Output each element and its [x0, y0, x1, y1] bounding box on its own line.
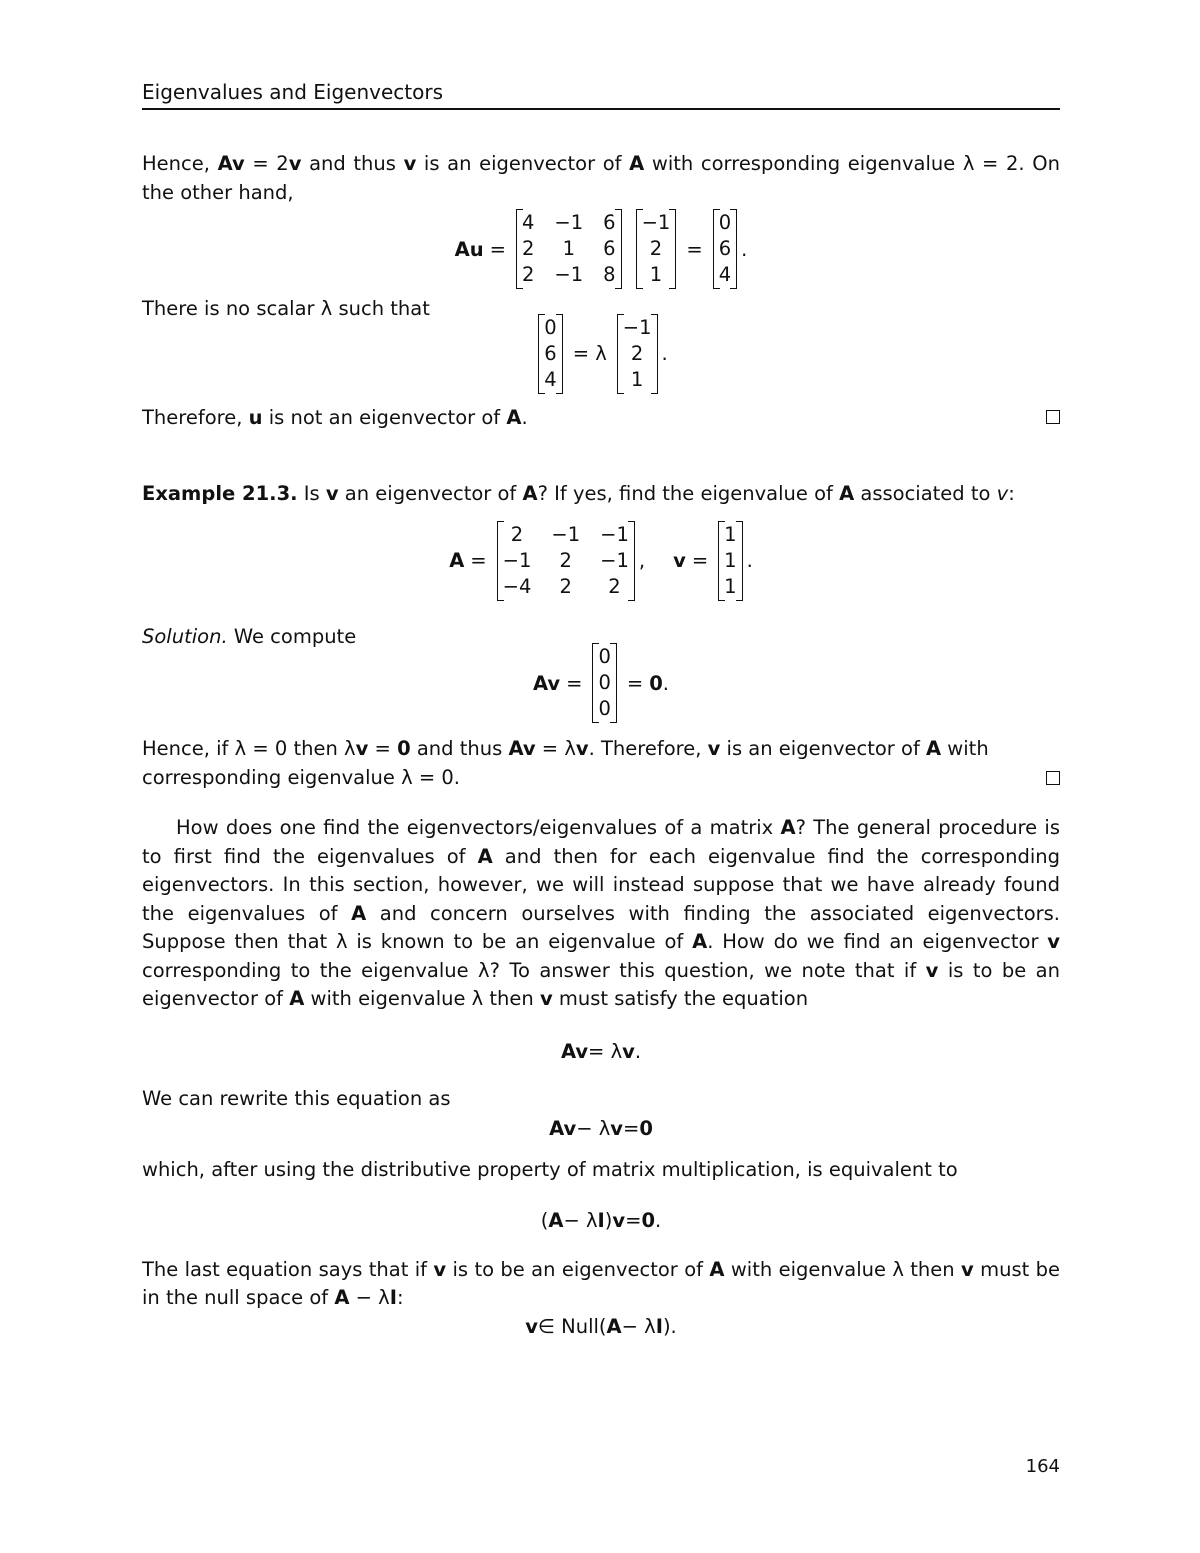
- equation-null-space: v ∈ Null( A − λ I ).: [525, 1314, 677, 1338]
- solution-line: Solution. We compute: [142, 624, 357, 648]
- paragraph-5: How does one find the eigenvectors/eigenvalues of a matrix A? The general procedure is to first find the eigenvalues of A and then for each eigenvalue find the corresponding eigenvectors. In this section, however, we will instead suppose that we have already found the eigenvalues of A and concern ourselves with finding the associated eigenvectors. Suppose then that λ is known to be an eigenvalue of A. How do we find an eigenvector v corresponding to the eigenvalue λ? To answer this question, we note that if v is to be an eigenvector of A with eigenvalue λ then v must satisfy the equation: [142, 816, 1061, 1010]
- page: [142, 78, 1061, 1477]
- paragraph-7: which, after using the distributive property of matrix multiplication, is equivalent to: [142, 1158, 958, 1181]
- equation-factored: ( A − λ I ) v = 0 .: [540, 1208, 662, 1232]
- matrix-A-1: 4 −1 6 2 1 6 2 −1 8: [516, 209, 622, 289]
- vector-u: −1 2 1: [636, 209, 677, 289]
- example-heading: Example 21.3. Is v an eigenvector of A? If yes, find the eigenvalue of A associated to v:: [142, 482, 1015, 505]
- qed-square-icon: [1046, 771, 1060, 785]
- matrix-A-2: 2 −1 −1 −1 2 −1 −4 2 2: [497, 521, 635, 601]
- equation-lambda: 0 6 4 = λ −1 2 1 .: [142, 314, 1060, 394]
- paragraph-6: We can rewrite this equation as: [142, 1086, 451, 1110]
- vector-result: 0 6 4: [713, 209, 737, 289]
- equation-Au: Au = 4 −1 6 2 1 6 2 −1 8 −1 2 1 = 0 6 4 .: [142, 209, 1060, 289]
- equation-subtract: Av − λ v = 0: [549, 1117, 653, 1140]
- equation-Av-zero: Av = 0 0 0 = 0 .: [142, 643, 1060, 723]
- paragraph-8: The last equation says that if v is to be an eigenvector of A with eigenvalue λ then v must be in the null space of A − λI:: [142, 1257, 1060, 1309]
- vector-rhs: −1 2 1: [617, 314, 658, 394]
- paragraph-3: Therefore, u is not an eigenvector of A.: [142, 404, 1060, 433]
- paragraph-1: Hence, Av = 2v and thus v is an eigenvector of A with corresponding eigenvalue λ = 2. On the other hand,: [142, 152, 1060, 204]
- equation-Av-lambda-v: Av = λ v .: [560, 1039, 642, 1063]
- page-number: 164: [1025, 1456, 1060, 1477]
- qed-square-icon: [1046, 410, 1060, 424]
- vector-v: 1 1 1: [718, 521, 742, 601]
- paragraph-4: Hence, if λ = 0 then λv = 0 and thus Av = λv. Therefore, v is an eigenvector of A with corresponding eigenvalue λ = 0.: [142, 735, 1060, 792]
- vector-zero: 0 0 0: [592, 643, 616, 723]
- vector-lhs: 0 6 4: [538, 314, 562, 394]
- equation-A-v: A = 2 −1 −1 −1 2 −1 −4 2 2 , v = 1 1 1 .: [142, 521, 1060, 601]
- paragraph-2: There is no scalar λ such that: [142, 297, 430, 320]
- running-header: Eigenvalues and Eigenvectors: [142, 78, 1060, 110]
